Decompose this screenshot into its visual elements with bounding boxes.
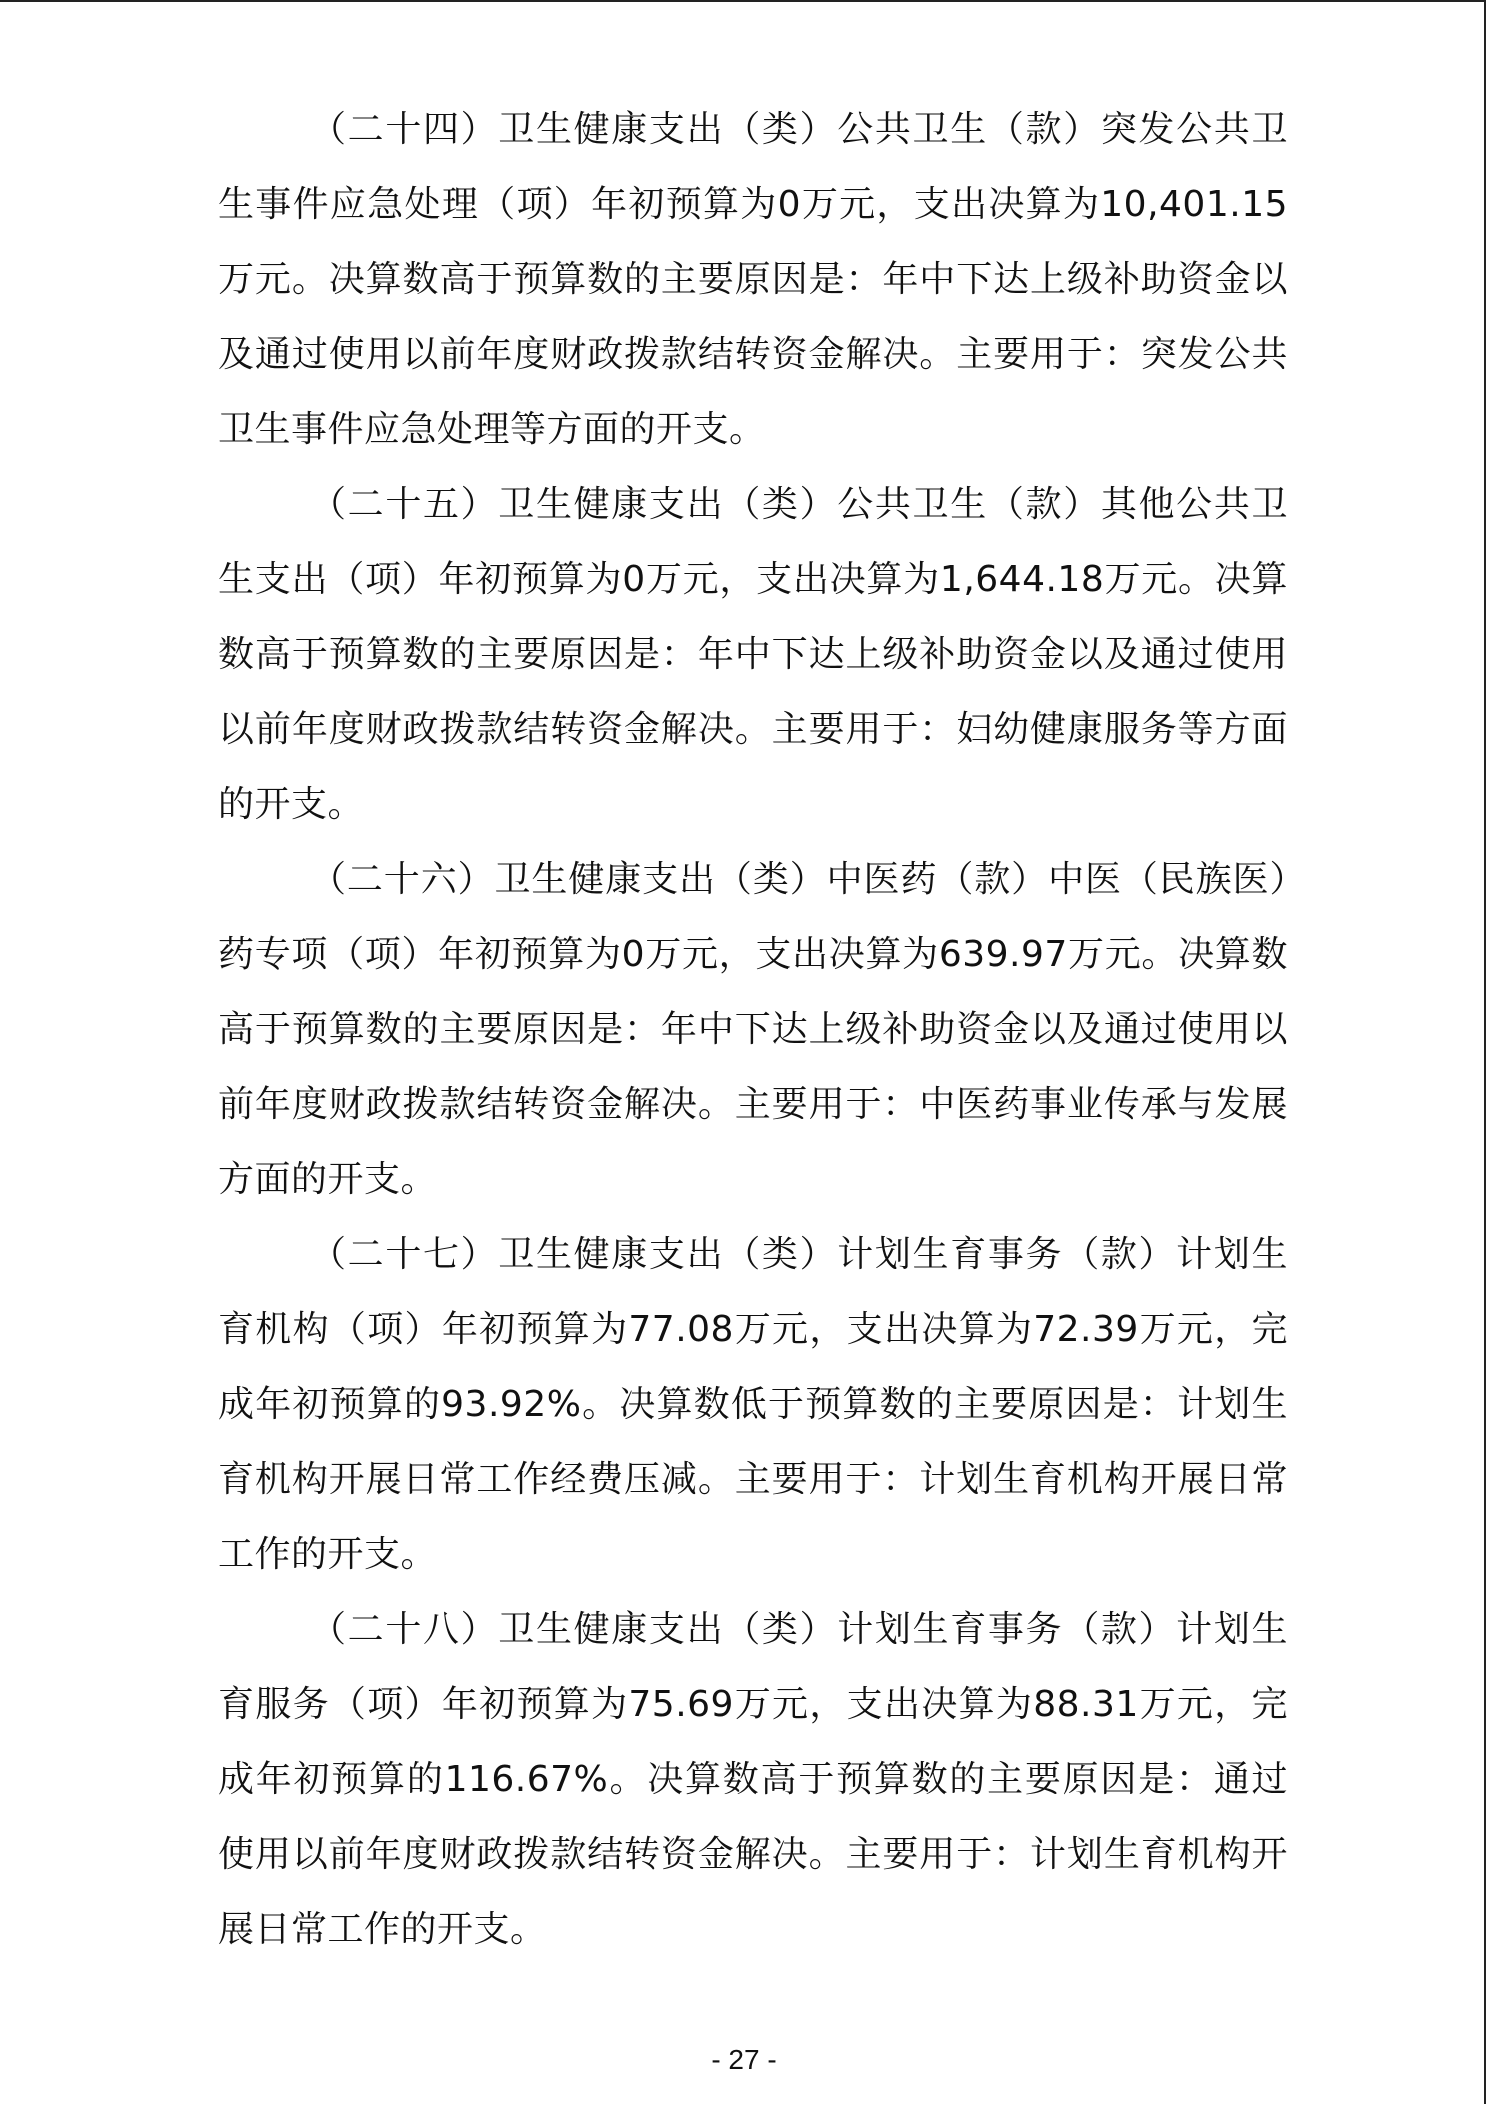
paragraph-item-28: （二十八）卫生健康支出（类）计划生育事务（款）计划生育服务（项）年初预算为75.69万元，支出决算为88.31万元，完成年初预算的116.67%。决算数高于预算数的主要原因是：通过使用以前年度财政拨款结转资金解决。主要用于：计划生育机构开展日常工作的开支。 — [218, 1609, 1288, 1950]
paragraph-item-26: （二十六）卫生健康支出（类）中医药（款）中医（民族医）药专项（项）年初预算为0万元，支出决算为639.97万元。决算数高于预算数的主要原因是：年中下达上级补助资金以及通过使用以前年度财政拨款结转资金解决。主要用于：中医药事业传承与发展方面的开支。 — [218, 859, 1288, 1200]
paragraph-item-24: （二十四）卫生健康支出（类）公共卫生（款）突发公共卫生事件应急处理（项）年初预算为0万元，支出决算为10,401.15万元。决算数高于预算数的主要原因是：年中下达上级补助资金以及通过使用以前年度财政拨款结转资金解决。主要用于：突发公共卫生事件应急处理等方面的开支。 — [218, 109, 1288, 450]
page-number: - 27 - — [711, 2044, 777, 2075]
paragraph-item-25: （二十五）卫生健康支出（类）公共卫生（款）其他公共卫生支出（项）年初预算为0万元，支出决算为1,644.18万元。决算数高于预算数的主要原因是：年中下达上级补助资金以及通过使用以前年度财政拨款结转资金解决。主要用于：妇幼健康服务等方面的开支。 — [218, 484, 1288, 825]
paragraph-item-27: （二十七）卫生健康支出（类）计划生育事务（款）计划生育机构（项）年初预算为77.08万元，支出决算为72.39万元，完成年初预算的93.92%。决算数低于预算数的主要原因是：计划生育机构开展日常工作经费压减。主要用于：计划生育机构开展日常工作的开支。 — [218, 1234, 1288, 1575]
document-body — [218, 92, 1288, 1967]
